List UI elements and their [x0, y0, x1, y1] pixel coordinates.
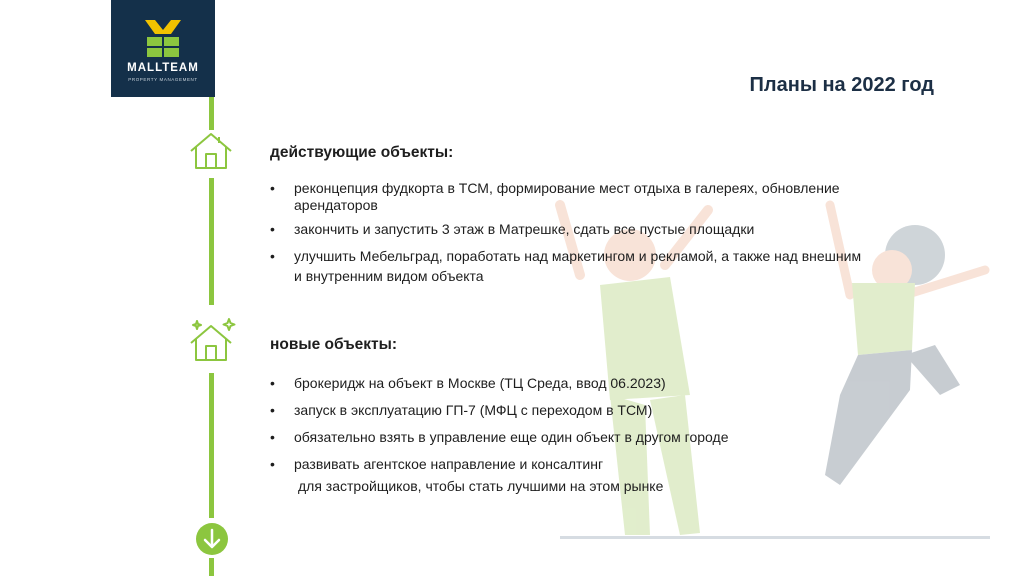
- list-item-text-continued: для застройщиков, чтобы стать лучшими на этом рынке: [298, 478, 664, 494]
- bullet-marker: •: [270, 248, 275, 264]
- page-title: Планы на 2022 год: [749, 74, 934, 96]
- timeline-segment: [209, 558, 214, 576]
- sparkle-house-icon: [189, 317, 237, 363]
- list-item-text-continued: и внутренним видом объекта: [294, 268, 484, 284]
- bullet-marker: •: [270, 456, 275, 472]
- timeline-segment: [209, 97, 214, 130]
- timeline-segment: [209, 178, 214, 305]
- list-item-text: улучшить Мебельград, поработать над маркетингом и рекламой, а также над внешним: [294, 248, 862, 264]
- timeline-segment: [209, 373, 214, 518]
- logo-subtitle: PROPERTY MANAGEMENT: [128, 77, 198, 82]
- arrow-down-icon: [195, 522, 229, 556]
- section-heading-new: новые объекты:: [270, 336, 398, 353]
- list-item-text: обязательно взять в управление еще один объект в другом городе: [294, 429, 729, 445]
- logo-mark-icon: [143, 18, 183, 58]
- house-icon: [189, 131, 233, 171]
- list-item-text: запуск в эксплуатацию ГП-7 (МФЦ с переходом в ТСМ): [294, 402, 653, 418]
- list-item-text: развивать агентское направление и консалтинг: [294, 456, 604, 472]
- company-logo: [111, 0, 215, 97]
- bullet-marker: •: [270, 180, 275, 196]
- list-item-text: закончить и запустить 3 этаж в Матрешке, сдать все пустые площадки: [294, 221, 755, 237]
- bullet-marker: •: [270, 402, 275, 418]
- bullet-marker: •: [270, 375, 275, 391]
- bullet-marker: •: [270, 429, 275, 445]
- list-item-text-continued: арендаторов: [294, 197, 378, 213]
- list-item-text: реконцепция фудкорта в ТСМ, формирование мест отдыха в галереях, обновление: [294, 180, 840, 196]
- section-heading-current: действующие объекты:: [270, 144, 454, 161]
- ground-line: [560, 536, 990, 539]
- logo-brand: MALLTEAM: [127, 62, 199, 74]
- bullet-marker: •: [270, 221, 275, 237]
- list-item-text: брокеридж на объект в Москве (ТЦ Среда, ввод 06.2023): [294, 375, 666, 391]
